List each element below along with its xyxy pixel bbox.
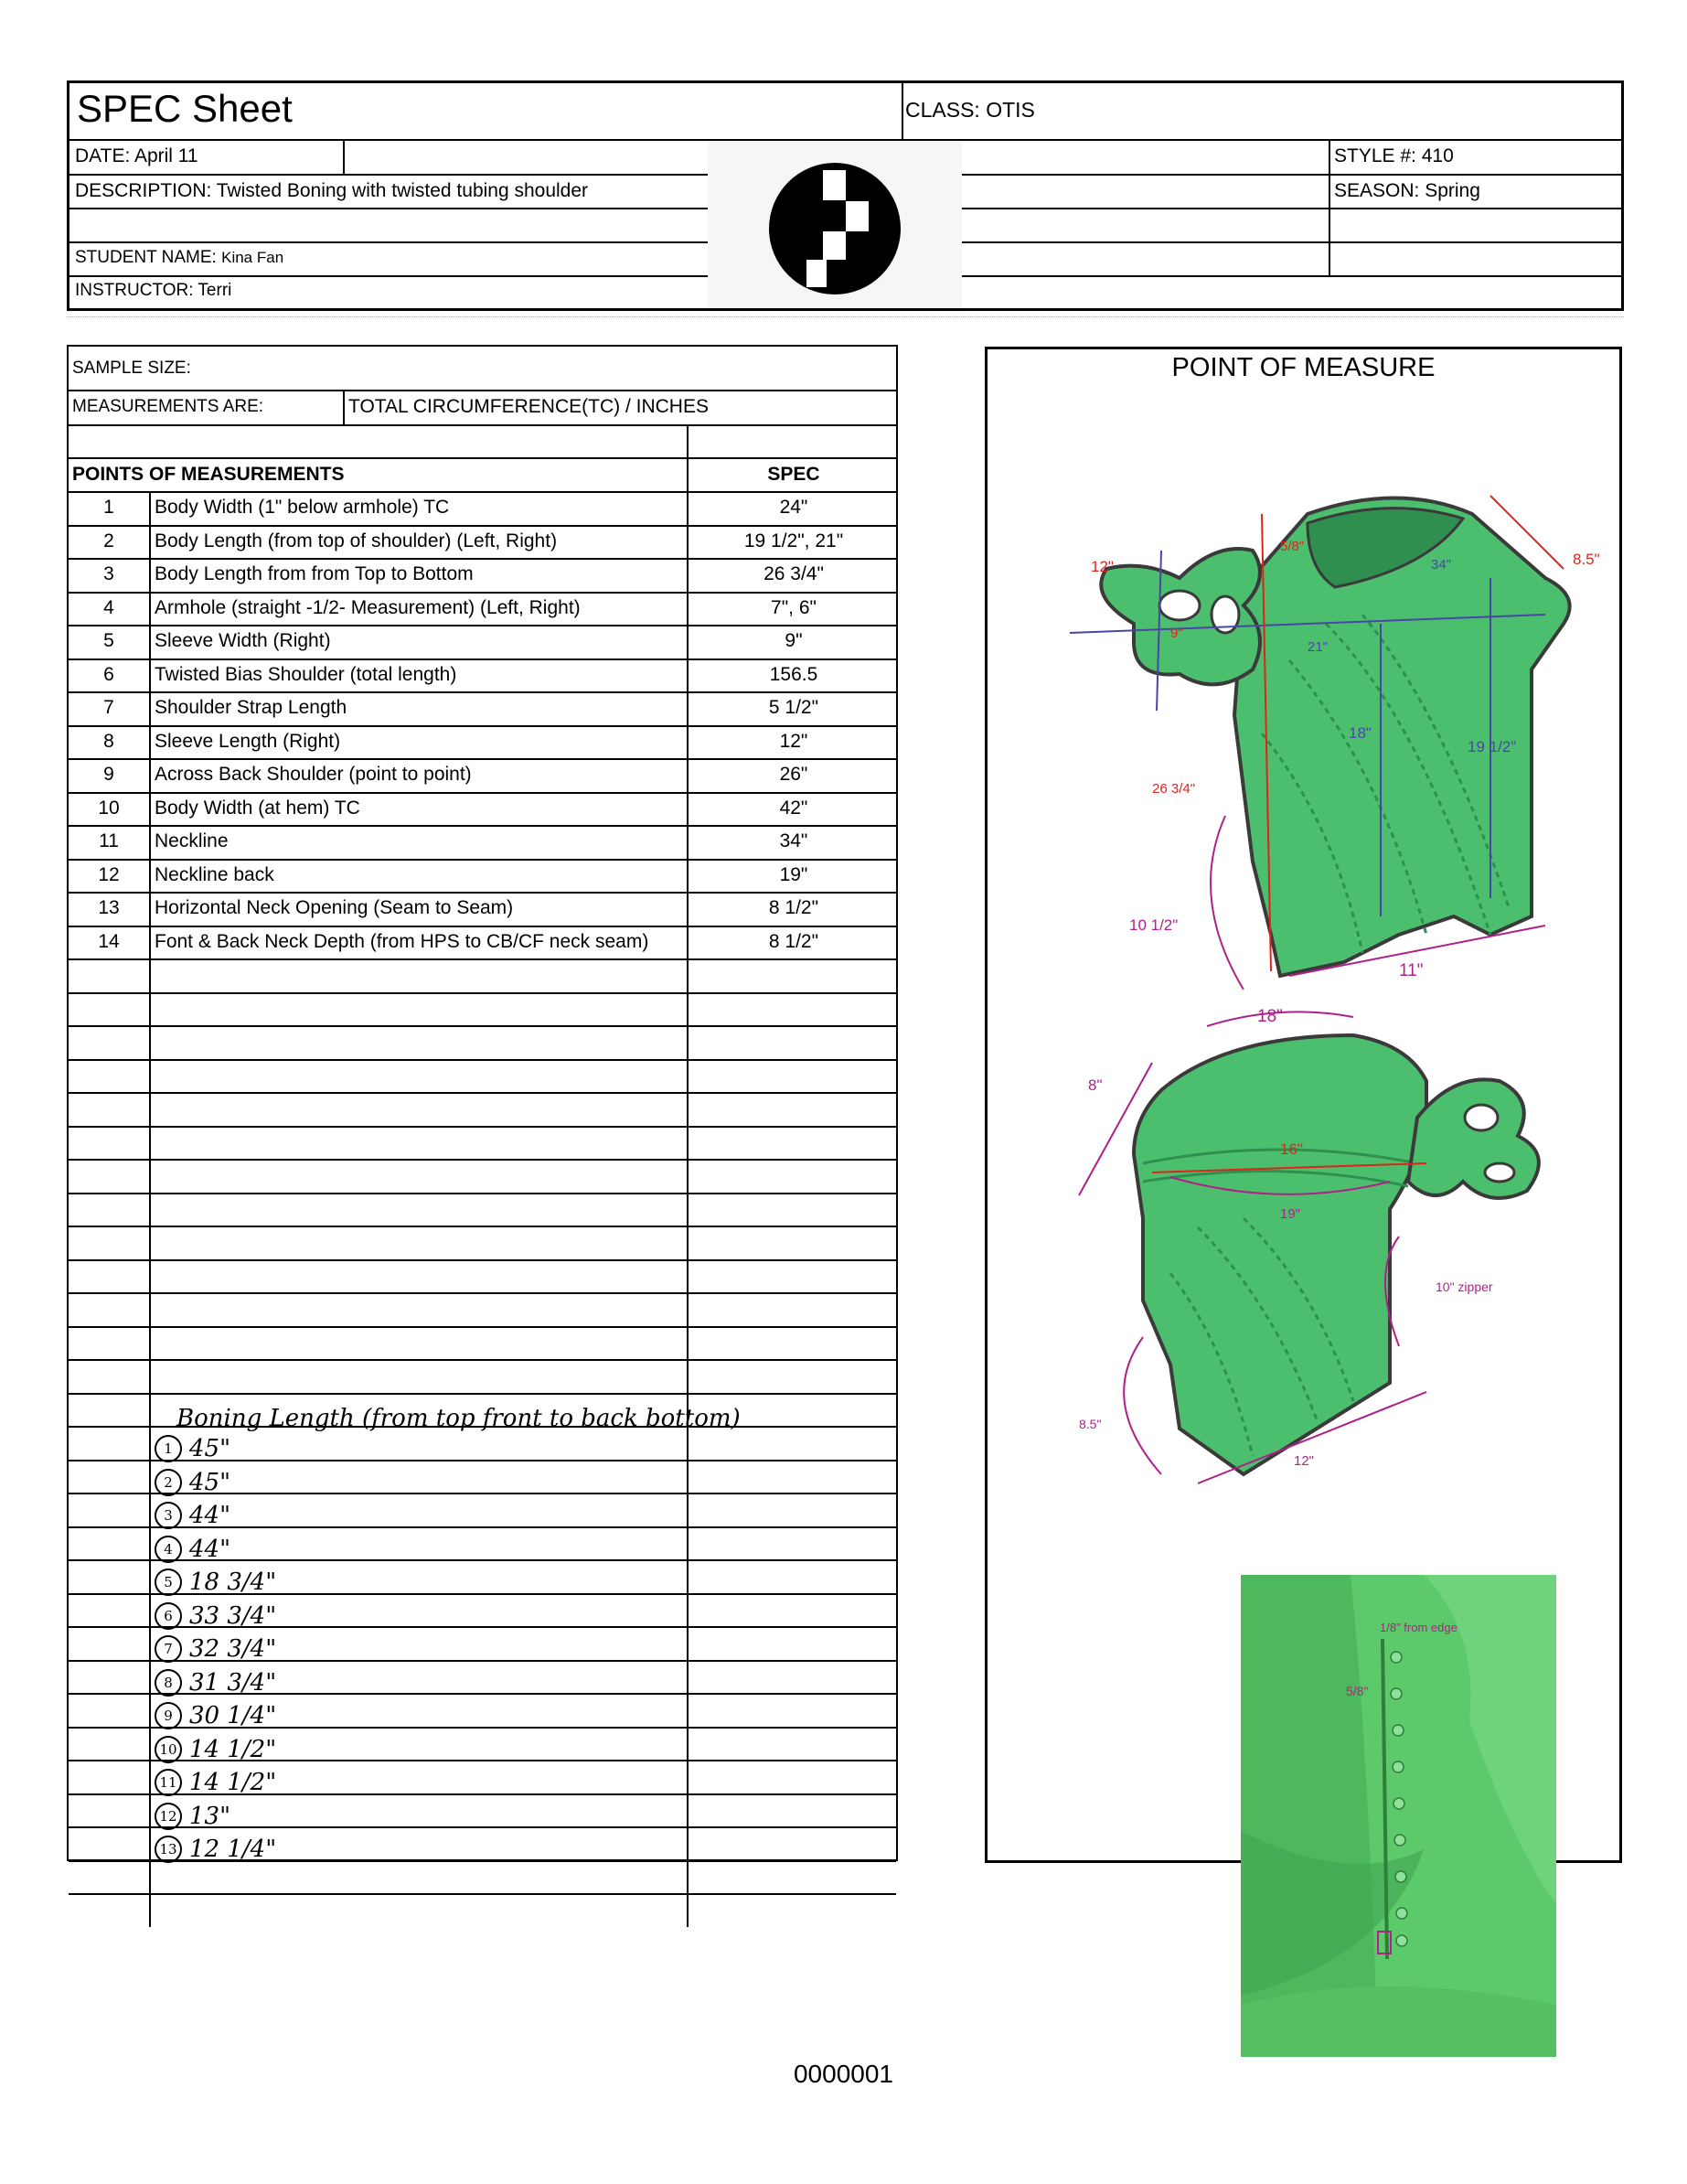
column-header-row [69,457,896,493]
row-number: 1 [103,497,114,519]
measurements-are-value: TOTAL CIRCUMFERENCE(TC) / INCHES [348,396,709,417]
blank-row [69,992,896,1028]
back-label-8-5: 8.5" [1079,1417,1102,1431]
instructor-label: INSTRUCTOR: Terri [75,281,232,300]
measurement-row [69,758,896,794]
photo-label-5-8: 5/8" [1346,1684,1369,1698]
row-number: 2 [103,530,114,551]
boning-item [155,1635,276,1663]
boning-length: 18 3/4" [189,1568,277,1596]
tubing-loop [1485,1163,1514,1182]
measurement-row [69,892,896,927]
row-spec: 7", 6" [771,596,817,618]
student-value: Kina Fan [221,249,284,266]
spec-column-header: SPEC [767,463,820,485]
description-label: DESCRIPTION: Twisted Boning with twisted tubing shoulder [75,180,589,201]
row-spec: 34" [779,830,808,852]
measurement-row [69,491,896,527]
measurement-row [69,525,896,561]
row-number: 11 [99,830,119,852]
boning-item [155,1669,276,1697]
blank-row [69,1092,896,1128]
blank-row [69,1326,896,1362]
front-label-19-5: 19 1/2" [1468,738,1517,755]
measurement-row [69,691,896,727]
tubing-loop [1465,1105,1498,1130]
measurement-row [69,625,896,660]
row-number: 14 [98,930,120,952]
row-description: Neckline [155,830,229,852]
front-label-26-75: 26 3/4" [1152,781,1196,797]
row-description: Sleeve Length (Right) [155,730,341,752]
boning-number: 2 [155,1469,182,1496]
boning-item [155,1568,276,1596]
back-body-shape [1134,1035,1426,1474]
boning-number: 6 [155,1602,182,1630]
front-label-8-5: 8.5" [1573,551,1600,568]
row-number: 8 [103,730,114,752]
blank-row [69,1259,896,1295]
row-description: Body Length (from top of shoulder) (Left, Right) [155,530,558,551]
front-label-34: 34" [1431,557,1452,573]
date-label: DATE: April 11 [75,145,198,166]
blank-row [69,1860,896,1896]
boning-number: 8 [155,1669,182,1697]
measure-line-10-5 [1211,816,1244,990]
sample-size-label: SAMPLE SIZE: [72,358,191,378]
row-spec: 42" [779,797,808,819]
row-number: 6 [103,663,114,685]
brand-logo [708,141,962,308]
boning-item [155,1469,230,1496]
blank-row [69,1126,896,1162]
measurement-row [69,792,896,828]
pom-title: POINT OF MEASURE [1171,353,1436,382]
row-spec: 5 1/2" [768,697,819,719]
row-spec: 12" [779,730,808,752]
boning-number: 11 [155,1769,182,1796]
back-label-zipper: 10" zipper [1436,1279,1493,1294]
front-view-drawing [1033,477,1618,990]
boning-item [155,1536,230,1563]
boning-number: 12 [155,1803,182,1830]
boning-item [155,1769,276,1796]
blank-row [69,1359,896,1395]
row-number: 4 [103,596,114,618]
class-label: CLASS: OTIS [905,98,1035,122]
measurement-row [69,926,896,961]
boning-length: 12 1/4" [189,1836,277,1863]
back-view-drawing [1042,999,1609,1511]
row-number: 7 [103,697,114,719]
measurement-row [69,592,896,627]
boning-length: 14 1/2" [189,1769,277,1796]
row-spec: 8 1/2" [768,897,819,919]
row-description: Neckline back [155,863,274,885]
front-label-18: 18" [1349,724,1372,742]
row-description: Across Back Shoulder (point to point) [155,764,472,786]
blank-row [69,1193,896,1228]
row-spec: 24" [779,497,808,519]
row-number: 12 [98,863,120,885]
boning-length: 33 3/4" [189,1601,277,1630]
front-label-12: 12" [1091,558,1114,575]
boning-number: 4 [155,1536,182,1563]
row-number: 13 [98,897,120,919]
row-description: Body Length from from Top to Bottom [155,563,474,585]
boning-length: 45" [189,1435,231,1462]
measurement-row [69,825,896,861]
blank-row [69,1159,896,1194]
tubing-loop [1159,591,1200,620]
row-number: 10 [98,797,120,819]
row-number: 5 [103,630,114,652]
measurements-are-label: MEASUREMENTS ARE: [72,397,264,416]
header-block [67,80,1624,311]
boning-item [155,1702,276,1729]
boning-title: Boning Length (from top front to back bottom) [176,1405,741,1432]
boning-item [155,1602,276,1630]
spec-table [67,345,898,1861]
boning-length: 32 3/4" [189,1635,277,1663]
photo-label-edge: 1/8" from edge [1380,1621,1457,1634]
row-description: Font & Back Neck Depth (from HPS to CB/CF neck seam) [155,930,649,952]
boning-length: 44" [189,1535,231,1563]
row-description: Shoulder Strap Length [155,697,347,719]
blank-row [69,1025,896,1061]
measurement-row [69,658,896,694]
measurement-row [69,859,896,894]
front-body-shape [1234,498,1570,977]
blank-row [69,958,896,994]
boning-item [155,1435,230,1462]
measurements-are-row [69,390,896,426]
boning-item [155,1736,276,1763]
boning-item [155,1803,230,1830]
page-title: SPEC Sheet [77,87,293,130]
row-description: Horizontal Neck Opening (Seam to Seam) [155,897,514,919]
front-label-5-8: 5/8" [1280,539,1305,554]
row-description: Twisted Bias Shoulder (total length) [155,663,457,685]
measure-line-8-5 [1124,1337,1161,1474]
row-description: Armhole (straight -1/2- Measurement) (Left, Right) [155,596,581,618]
student-label: STUDENT NAME: [75,248,222,267]
boning-number: 3 [155,1502,182,1529]
boning-number: 5 [155,1568,182,1596]
boning-number: 9 [155,1702,182,1729]
style-label: STYLE #: 410 [1334,145,1454,166]
boning-length: 45" [189,1468,231,1496]
row-number: 3 [103,563,114,585]
blank-row [69,424,896,459]
front-label-11: 11" [1399,961,1424,980]
student-name [75,248,283,268]
blank-row [69,1292,896,1328]
pom-column-header: POINTS OF MEASUREMENTS [72,463,345,485]
boning-number: 10 [155,1736,182,1763]
row-spec: 156.5 [769,663,818,685]
row-description: Body Width (1" below armhole) TC [155,497,450,519]
boning-length: 31 3/4" [189,1668,277,1697]
row-number: 9 [103,764,114,786]
measurement-row [69,558,896,594]
measurement-row [69,725,896,761]
season-label: SEASON: Spring [1334,180,1480,201]
row-spec: 26" [779,764,808,786]
back-label-16: 16" [1280,1140,1303,1158]
boning-length: 14 1/2" [189,1735,277,1763]
blank-row [69,1893,896,1927]
row-spec: 19 1/2", 21" [743,530,844,551]
boning-number: 7 [155,1635,182,1663]
blank-row [69,1059,896,1095]
row-description: Body Width (at hem) TC [155,797,360,819]
page-number: 0000001 [793,2060,893,2088]
back-label-8: 8" [1088,1076,1103,1094]
row-spec: 19" [779,863,808,885]
back-label-19: 19" [1280,1206,1301,1222]
row-spec: 26 3/4" [763,563,824,585]
row-spec: 8 1/2" [768,930,819,952]
boning-length: 13" [189,1802,231,1830]
front-label-10-5: 10 1/2" [1129,916,1179,934]
row-spec: 9" [785,630,803,652]
logo-panel [708,141,962,308]
sample-size-row [69,347,896,391]
garment-photo [1241,1575,1556,2057]
boning-number: 13 [155,1836,182,1863]
back-label-12: 12" [1294,1453,1315,1469]
boning-item [155,1836,276,1863]
row-description: Sleeve Width (Right) [155,630,331,652]
boning-item [155,1502,230,1529]
boning-length: 30 1/4" [189,1702,277,1729]
boning-number: 1 [155,1435,182,1462]
blank-row [69,1226,896,1261]
back-label-18: 18" [1257,1007,1283,1026]
boning-length: 44" [189,1502,231,1529]
front-label-21: 21" [1308,639,1329,655]
front-label-9: 9" [1170,626,1183,641]
